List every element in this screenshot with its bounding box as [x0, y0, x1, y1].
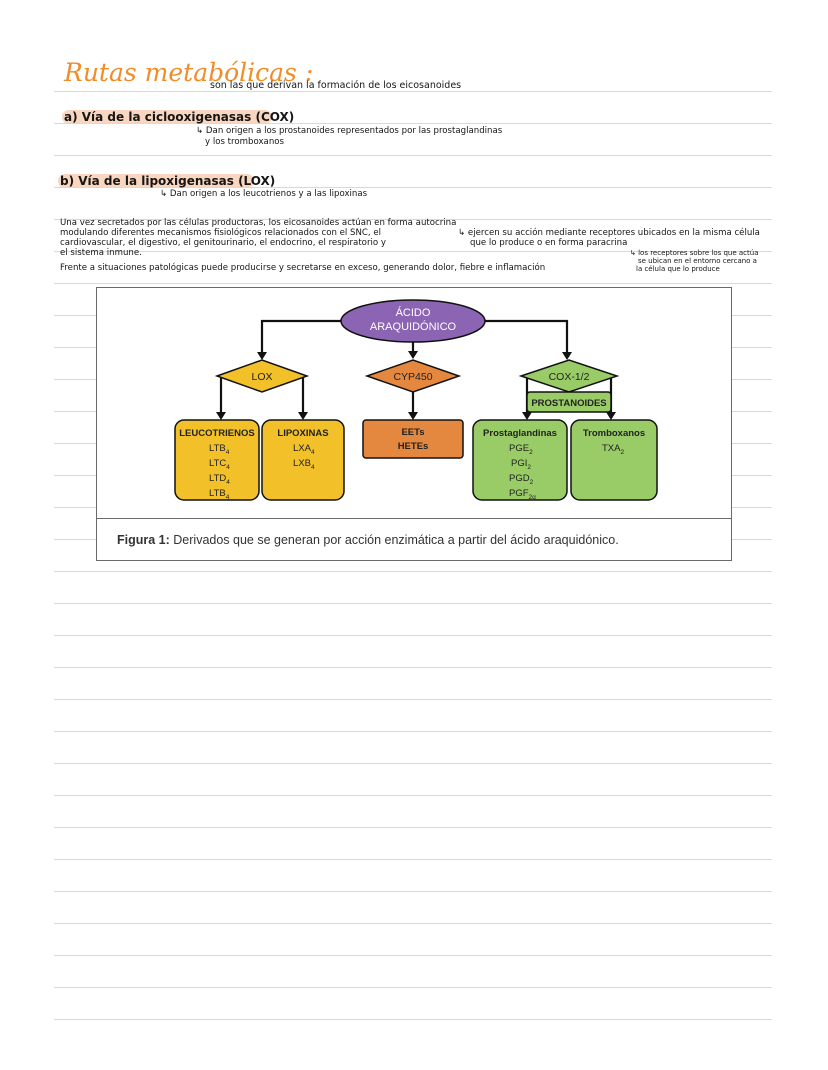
side-note-4: se ubican en el entorno cercano a [638, 257, 757, 265]
arrow-lox [257, 352, 267, 360]
arrow-cox [562, 352, 572, 360]
body-line-2: modulando diferentes mecanismos fisiológicos relacionados con el SNC, el [60, 228, 382, 238]
arrow-eets [408, 412, 418, 420]
prostanoides-label: PROSTANOIDES [531, 398, 607, 409]
edge-root-cox [485, 321, 567, 352]
arrow-tx [606, 412, 616, 420]
pg-item: $PGD_2$ [509, 473, 534, 486]
leuco-item: $LTB_4$ [209, 488, 230, 501]
pg-item: $PGF_{2\alpha}$ [509, 488, 536, 501]
side-note-5: la célula que lo produce [636, 265, 720, 273]
section-a-heading: a) Vía de la ciclooxigenasas (COX) [64, 110, 295, 124]
prostaglandinas-title: Prostaglandinas [483, 428, 557, 439]
pg-item: $PGI_2$ [511, 458, 531, 471]
leucotrienos-title: LEUCOTRIENOS [179, 428, 255, 439]
root-label-2: ARAQUIDÓNICO [369, 321, 457, 333]
leuco-item: $LTB_4$ [209, 443, 230, 456]
figure-caption [117, 533, 619, 547]
body-line-4: el sistema inmune. [60, 248, 142, 258]
cyp-label: CYP450 [393, 371, 433, 383]
hetes-label: HETEs [397, 441, 429, 452]
eets-label: EETs [401, 427, 425, 438]
section-a-note-2: y los tromboxanos [205, 137, 284, 147]
arrow-leuco [216, 412, 226, 420]
leuco-item: $LTD_4$ [209, 473, 230, 486]
side-note-1: ↳ ejercen su acción mediante receptores ubicados en la misma célula [458, 228, 760, 238]
lipox-item: $LXB_4$ [293, 458, 315, 471]
pathway-diagram [97, 288, 731, 518]
body-line-5: Frente a situaciones patológicas puede producirse y secretarse en exceso, generando dolor, fiebre e inflamación [60, 263, 546, 273]
section-b-note: ↳ Dan origen a los leucotrienos y a las lipoxinas [160, 189, 368, 199]
body-line-3: cardiovascular, el digestivo, el genitourinario, el endocrino, el respiratorio y [60, 238, 386, 248]
body-line-1: Una vez secretados por las células productoras, los eicosanoides actúan en forma autocrina [60, 218, 457, 228]
figure-caption-row [97, 518, 731, 560]
pg-item: $PGE_2$ [509, 443, 533, 456]
side-note-3: ↳ los receptores sobre los que actúa [630, 249, 759, 257]
arrow-pg [522, 412, 532, 420]
tromboxanos-title: Tromboxanos [582, 428, 646, 439]
lox-label: LOX [251, 371, 273, 383]
section-b-heading: b) Vía de la lipoxigenasas (LOX) [60, 174, 276, 188]
cox-label: COX-1/2 [548, 371, 590, 383]
lipoxinas-title: LIPOXINAS [277, 428, 329, 439]
arrow-lipox [298, 412, 308, 420]
node-eets [363, 420, 463, 458]
figure-1 [96, 287, 732, 561]
title-subtitle: son las que derivan la formación de los eicosanoides [210, 80, 462, 91]
page-title: Rutas metabólicas : [64, 58, 314, 87]
leuco-item: $LTC_4$ [209, 458, 230, 471]
edge-root-lox [262, 321, 342, 352]
caption-text: Derivados que se generan por acción enzimática a partir del ácido araquidónico. [169, 533, 619, 547]
arrow-cyp [408, 351, 418, 359]
root-label-1: ÁCIDO [395, 307, 431, 319]
lipox-item: $LXA_4$ [293, 443, 315, 456]
tx-item: $TXA_2$ [602, 443, 625, 456]
section-a-note: ↳ Dan origen a los prostanoides representados por las prostaglandinas [196, 126, 503, 136]
side-note-2: que lo produce o en forma paracrina [470, 238, 628, 248]
caption-label: Figura 1: [117, 533, 170, 547]
